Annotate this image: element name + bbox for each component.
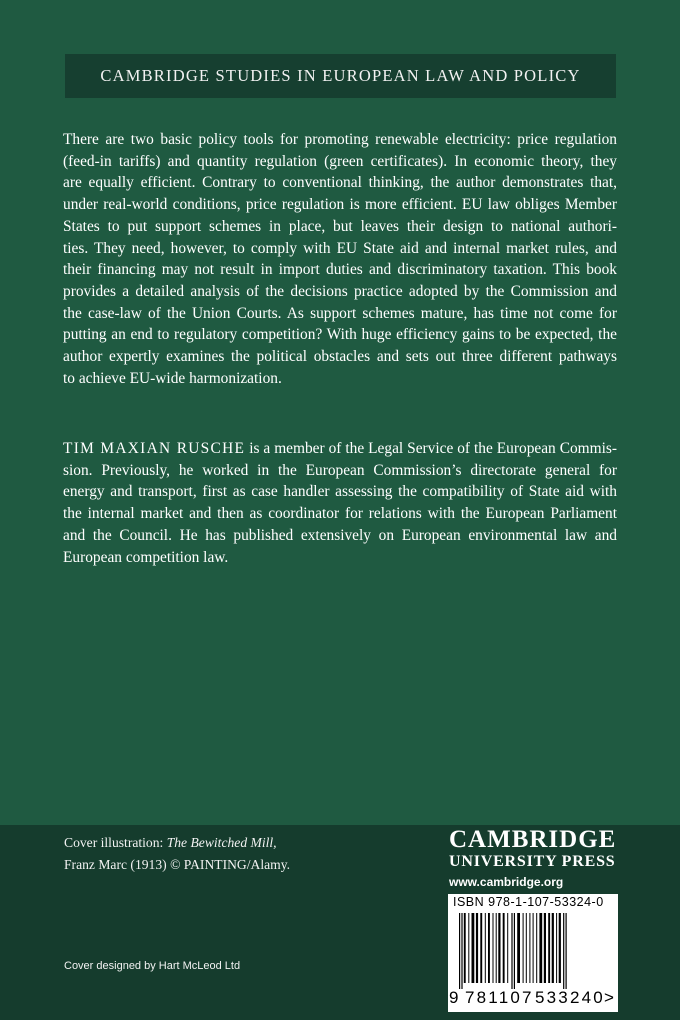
- barcode-bar: [468, 913, 469, 983]
- barcode-bar: [503, 913, 505, 983]
- barcode-bar: [472, 913, 475, 983]
- barcode-lead-digit: 9: [449, 988, 459, 1007]
- blurb-line: States to put support schemes in place, but leaves their design to national authori-: [63, 217, 617, 235]
- barcode-bars: [456, 913, 610, 989]
- author-bio-line: and the Council. He has published extensively on European environmental law and: [63, 526, 617, 544]
- credit-artwork-title: The Bewitched Mill,: [166, 835, 277, 850]
- blurb-line: author expertly examines the political obstacles and sets out three different pathways: [63, 348, 617, 366]
- blurb-line: provides a detailed analysis of the decisions practice adopted by the Commission and: [63, 282, 617, 300]
- barcode-bar: [548, 913, 550, 983]
- publisher-url: www.cambridge.org: [449, 875, 564, 889]
- barcode-bar: [566, 913, 567, 989]
- barcode-bar: [507, 913, 508, 983]
- barcode-bar: [498, 913, 500, 983]
- isbn-label: ISBN 978-1-107-53324-0: [453, 895, 604, 909]
- barcode-bar: [539, 913, 542, 983]
- barcode-bar: [493, 913, 494, 983]
- series-title: CAMBRIDGE STUDIES IN EUROPEAN LAW AND POLICY: [100, 66, 581, 85]
- blurb-line: are equally efficient. Contrary to conventional thinking, the author demonstrates that,: [63, 174, 617, 192]
- blurb-line: ties. They need, however, to comply with EU State aid and internal market rules, and: [63, 239, 617, 257]
- cover-credit: [64, 832, 277, 854]
- barcode-arrow: >: [604, 988, 614, 1007]
- blurb-line: the case-law of the Union Courts. As support schemes mature, has time not come for: [63, 304, 617, 322]
- barcode-bar: [559, 913, 561, 983]
- author-bio: [63, 438, 617, 568]
- author-bio-line: European competition law.: [63, 548, 229, 566]
- barcode-bar: [544, 913, 546, 983]
- barcode-bar: [526, 913, 527, 983]
- blurb-line: There are two basic policy tools for promoting renewable electricity: price regulation: [63, 131, 617, 148]
- blurb-line: putting an end to regulatory competition? With huge efficiency gains to be expected, the: [63, 326, 617, 344]
- book-blurb: [63, 129, 617, 389]
- barcode-bar: [459, 913, 460, 989]
- barcode-bar: [496, 913, 497, 983]
- publisher-logo-sub: UNIVERSITY PRESS: [449, 853, 616, 870]
- barcode-bar: [514, 913, 515, 989]
- barcode-bar: [517, 913, 520, 983]
- publisher-logo-name: CAMBRIDGE: [449, 826, 617, 853]
- barcode-bar: [563, 913, 564, 989]
- author-name: TIM MAXIAN RUSCHE: [63, 440, 246, 457]
- barcode-digit-group-1: 781107: [465, 988, 534, 1007]
- credit-prefix: Cover illustration:: [64, 835, 167, 850]
- cover-credit-line2: Franz Marc (1913) © PAINTING/Alamy.: [64, 857, 291, 872]
- blurb-line: (feed-in tariffs) and quantity regulation (green certificates). In economic theory, they: [63, 152, 617, 170]
- barcode-bar: [533, 913, 534, 983]
- barcode-bar: [480, 913, 482, 983]
- barcode-bar: [536, 913, 537, 983]
- barcode-bar: [556, 913, 557, 983]
- series-banner: [65, 54, 616, 98]
- author-bio-line: energy and transport, first as case handler assessing the compatibility of State aid with: [63, 483, 617, 501]
- blurb-line: their financing may not result in import duties and discriminatory taxation. This book: [63, 261, 617, 279]
- barcode-bar: [523, 913, 524, 983]
- barcode-digit-group-2: 533240: [535, 988, 605, 1007]
- barcode-bar: [529, 913, 530, 983]
- blurb-line: to achieve EU-wide harmonization.: [63, 369, 282, 387]
- barcode-bar: [488, 913, 490, 983]
- author-bio-first-line: [63, 438, 617, 460]
- barcode-bar: [552, 913, 554, 983]
- barcode: [448, 894, 618, 1012]
- author-bio-text: is a member of the Legal Service of the European Commis-: [245, 440, 618, 457]
- barcode-bar: [461, 913, 462, 989]
- cover-designer: Cover designed by Hart McLeod Ltd: [64, 960, 241, 972]
- barcode-bar: [464, 913, 466, 983]
- blurb-line: under real-world conditions, price regulation is more efficient. EU law obliges Member: [63, 196, 617, 214]
- barcode-bar: [476, 913, 478, 983]
- barcode-bar: [511, 913, 512, 989]
- author-bio-line: the internal market and then as coordinator for relations with the European Parliament: [63, 505, 617, 523]
- barcode-bar: [485, 913, 486, 983]
- author-bio-line: sion. Previously, he worked in the European Commission’s directorate general for: [63, 461, 617, 479]
